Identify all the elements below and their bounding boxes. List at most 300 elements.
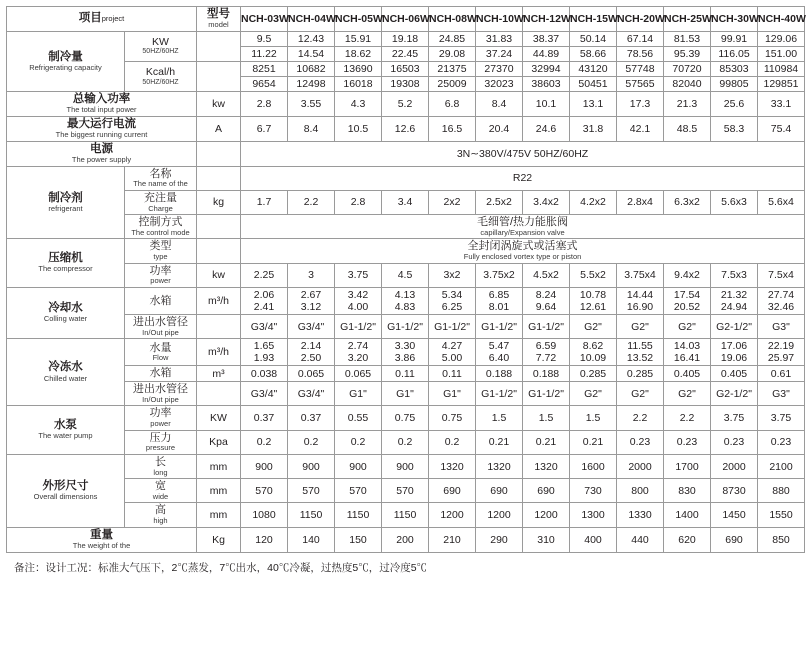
unit-kcal: Kcal/h 50HZ/60HZ bbox=[125, 61, 197, 91]
cell: 8730 bbox=[711, 479, 758, 503]
cell: 1080 bbox=[241, 503, 288, 527]
cell: 13.1 bbox=[570, 92, 617, 117]
cell: 21.3 bbox=[664, 92, 711, 117]
cell: 57748 bbox=[617, 61, 664, 76]
cell: 1150 bbox=[382, 503, 429, 527]
cell: 1600 bbox=[570, 454, 617, 478]
cell: 0.21 bbox=[476, 430, 523, 454]
cell: 151.00 bbox=[758, 46, 805, 61]
cell: 0.23 bbox=[664, 430, 711, 454]
table-row bbox=[7, 287, 805, 314]
cell: 2.2 bbox=[664, 406, 711, 430]
cell: 140 bbox=[288, 527, 335, 552]
sub-label-high: 高 high bbox=[125, 503, 197, 527]
cell: 27.74 32.46 bbox=[758, 287, 805, 314]
cell: 2.2 bbox=[288, 190, 335, 214]
cell: 81.53 bbox=[664, 31, 711, 46]
header-model-11: NCH-40W bbox=[758, 7, 805, 32]
cell: 16503 bbox=[382, 61, 429, 76]
cell: 21375 bbox=[429, 61, 476, 76]
cell: 690 bbox=[429, 479, 476, 503]
cell: 0.55 bbox=[335, 406, 382, 430]
footnote: 备注：设计工况：标准大气压下，2℃蒸发，7℃出水，40℃冷凝，过热度5℃，过冷度5℃ bbox=[14, 561, 428, 574]
cell: 2.8x4 bbox=[617, 190, 664, 214]
cell: 9.5 bbox=[241, 31, 288, 46]
unit-cooling-pipe bbox=[197, 315, 241, 339]
cell: 15.91 bbox=[335, 31, 382, 46]
cell: 1150 bbox=[335, 503, 382, 527]
cell: 9654 bbox=[241, 77, 288, 92]
cell: 29.08 bbox=[429, 46, 476, 61]
cell: 0.188 bbox=[476, 366, 523, 382]
cell: 3.75 bbox=[335, 263, 382, 287]
cell: G3/4" bbox=[288, 382, 335, 406]
cell: 11.55 13.52 bbox=[617, 339, 664, 366]
cell: 25009 bbox=[429, 77, 476, 92]
sub-label-cooling-pipe: 进出水管径 In/Out pipe bbox=[125, 315, 197, 339]
cell: 0.2 bbox=[335, 430, 382, 454]
cell: 1330 bbox=[617, 503, 664, 527]
cell: 570 bbox=[335, 479, 382, 503]
sub-label-pump-pressure: 压力 pressure bbox=[125, 430, 197, 454]
cell: 0.2 bbox=[288, 430, 335, 454]
row-label-cooling-water: 冷却水 Colling water bbox=[7, 287, 125, 338]
cell: 19308 bbox=[382, 77, 429, 92]
row-label-power-supply: 电源 The power supply bbox=[7, 141, 197, 166]
cell: G1" bbox=[382, 382, 429, 406]
cell: 13690 bbox=[335, 61, 382, 76]
cell: 20.4 bbox=[476, 116, 523, 141]
cell: 0.065 bbox=[288, 366, 335, 382]
cell: 1300 bbox=[570, 503, 617, 527]
cell: 8251 bbox=[241, 61, 288, 76]
table-row bbox=[7, 141, 805, 166]
cell: 4.27 5.00 bbox=[429, 339, 476, 366]
cell: 0.37 bbox=[288, 406, 335, 430]
cell: 7.5x3 bbox=[711, 263, 758, 287]
cell: 48.5 bbox=[664, 116, 711, 141]
cell: 3.4x2 bbox=[523, 190, 570, 214]
cell: G1-1/2" bbox=[523, 382, 570, 406]
cell: G1" bbox=[335, 382, 382, 406]
header-model-4: NCH-08W bbox=[429, 7, 476, 32]
row-label-refrigerating: 制冷量 Refrigerating capacity bbox=[7, 31, 125, 91]
unit-kw: KW 50HZ/60HZ bbox=[125, 31, 197, 61]
cell: 0.405 bbox=[664, 366, 711, 382]
cell: 2.8 bbox=[241, 92, 288, 117]
cell: 1.65 1.93 bbox=[241, 339, 288, 366]
cell: 2.25 bbox=[241, 263, 288, 287]
cell: 850 bbox=[758, 527, 805, 552]
cell: 200 bbox=[382, 527, 429, 552]
cell: 1320 bbox=[523, 454, 570, 478]
cell: 1.5 bbox=[476, 406, 523, 430]
cell: G1" bbox=[429, 382, 476, 406]
cell: 570 bbox=[288, 479, 335, 503]
cell: 18.62 bbox=[335, 46, 382, 61]
cell: 1700 bbox=[664, 454, 711, 478]
header-model-5: NCH-10W bbox=[476, 7, 523, 32]
table-row bbox=[7, 406, 805, 430]
cell: 1320 bbox=[476, 454, 523, 478]
table-row bbox=[7, 454, 805, 478]
unit-power-supply bbox=[197, 141, 241, 166]
cell: 58.3 bbox=[711, 116, 758, 141]
cell: 0.065 bbox=[335, 366, 382, 382]
cell: 50.14 bbox=[570, 31, 617, 46]
cell: G2" bbox=[664, 382, 711, 406]
table-row bbox=[7, 92, 805, 117]
unit-chilled-tank: m³ bbox=[197, 366, 241, 382]
cell: G2-1/2" bbox=[711, 382, 758, 406]
unit-pump-power: KW bbox=[197, 406, 241, 430]
cell: 3.75 bbox=[758, 406, 805, 430]
cell: 17.06 19.06 bbox=[711, 339, 758, 366]
cell: 1200 bbox=[476, 503, 523, 527]
cell: 6.59 7.72 bbox=[523, 339, 570, 366]
row-label-compressor: 压缩机 The compressor bbox=[7, 239, 125, 288]
cell: 3.4 bbox=[382, 190, 429, 214]
cell: 2000 bbox=[711, 454, 758, 478]
cell: 9.4x2 bbox=[664, 263, 711, 287]
row-label-weight: 重量 The weight of the bbox=[7, 527, 197, 552]
sub-label-compressor-power: 功率 power bbox=[125, 263, 197, 287]
cell: 14.44 16.90 bbox=[617, 287, 664, 314]
header-model-7: NCH-15W bbox=[570, 7, 617, 32]
row-label-refrigerant: 制冷剂 refrigerant bbox=[7, 166, 125, 239]
cell: 44.89 bbox=[523, 46, 570, 61]
cell: 110984 bbox=[758, 61, 805, 76]
cell: 2.74 3.20 bbox=[335, 339, 382, 366]
cell: G2" bbox=[570, 382, 617, 406]
table-row bbox=[7, 31, 805, 46]
cell-power-supply: 3N∼380V/475V 50HZ/60HZ bbox=[241, 141, 805, 166]
cell: 17.54 20.52 bbox=[664, 287, 711, 314]
cell: 42.1 bbox=[617, 116, 664, 141]
unit-chilled-flow: m³/h bbox=[197, 339, 241, 366]
cell: G1-1/2" bbox=[476, 382, 523, 406]
cell: 38.37 bbox=[523, 31, 570, 46]
cell: 0.61 bbox=[758, 366, 805, 382]
cell: 5.2 bbox=[382, 92, 429, 117]
cell: 22.19 25.97 bbox=[758, 339, 805, 366]
cell: 290 bbox=[476, 527, 523, 552]
cell: 800 bbox=[617, 479, 664, 503]
header-model-2: NCH-05W bbox=[335, 7, 382, 32]
cell: 150 bbox=[335, 527, 382, 552]
cell: 880 bbox=[758, 479, 805, 503]
cell: 27370 bbox=[476, 61, 523, 76]
cell-control-mode: 毛细管/热力能胀阀 capillary/Expansion valve bbox=[241, 215, 805, 239]
cell: 2.8 bbox=[335, 190, 382, 214]
cell: G1-1/2" bbox=[476, 315, 523, 339]
cell: 120 bbox=[241, 527, 288, 552]
cell: 24.85 bbox=[429, 31, 476, 46]
cell: 21.32 24.94 bbox=[711, 287, 758, 314]
table-row bbox=[7, 215, 805, 239]
cell: 1.5 bbox=[523, 406, 570, 430]
cell: 0.11 bbox=[429, 366, 476, 382]
cell: 4.3 bbox=[335, 92, 382, 117]
cell: 0.21 bbox=[570, 430, 617, 454]
cell: 1.5 bbox=[570, 406, 617, 430]
cell: 6.3x2 bbox=[664, 190, 711, 214]
cell: G1-1/2" bbox=[429, 315, 476, 339]
cell: 32994 bbox=[523, 61, 570, 76]
sub-label-charge: 充注量 Charge bbox=[125, 190, 197, 214]
table-row bbox=[7, 263, 805, 287]
cell: 5.6x3 bbox=[711, 190, 758, 214]
cell: 0.37 bbox=[241, 406, 288, 430]
table-row bbox=[7, 503, 805, 527]
cell: G2" bbox=[617, 315, 664, 339]
cell: 5.5x2 bbox=[570, 263, 617, 287]
table-row bbox=[7, 61, 805, 76]
cell: 8.4 bbox=[288, 116, 335, 141]
cell: 830 bbox=[664, 479, 711, 503]
cell: 6.85 8.01 bbox=[476, 287, 523, 314]
cell: G2" bbox=[570, 315, 617, 339]
cell: 16.5 bbox=[429, 116, 476, 141]
cell: 17.3 bbox=[617, 92, 664, 117]
cell: 4.13 4.83 bbox=[382, 287, 429, 314]
unit-compressor-power: kw bbox=[197, 263, 241, 287]
cell: G2-1/2" bbox=[711, 315, 758, 339]
cell: G3" bbox=[758, 315, 805, 339]
header-model-9: NCH-25W bbox=[664, 7, 711, 32]
cell: 1200 bbox=[523, 503, 570, 527]
cell: 0.23 bbox=[617, 430, 664, 454]
cell: 19.18 bbox=[382, 31, 429, 46]
unit-wide: mm bbox=[197, 479, 241, 503]
cell: 3.75x4 bbox=[617, 263, 664, 287]
header-model-6: NCH-12W bbox=[523, 7, 570, 32]
cell: 31.83 bbox=[476, 31, 523, 46]
cell: 0.75 bbox=[429, 406, 476, 430]
cell: 11.22 bbox=[241, 46, 288, 61]
cell: G2" bbox=[617, 382, 664, 406]
row-label-water-pump: 水泵 The water pump bbox=[7, 406, 125, 455]
cell: 1550 bbox=[758, 503, 805, 527]
cell: 12498 bbox=[288, 77, 335, 92]
cell: 3.75 bbox=[711, 406, 758, 430]
cell: G2" bbox=[664, 315, 711, 339]
cell: 43120 bbox=[570, 61, 617, 76]
table-row bbox=[7, 382, 805, 406]
cell: 33.1 bbox=[758, 92, 805, 117]
sub-label-cooling-flow: 水箱 bbox=[125, 287, 197, 314]
cell: 3x2 bbox=[429, 263, 476, 287]
cell: 2100 bbox=[758, 454, 805, 478]
table-row bbox=[7, 166, 805, 190]
cell: 31.8 bbox=[570, 116, 617, 141]
cell: 12.43 bbox=[288, 31, 335, 46]
cell: 38603 bbox=[523, 77, 570, 92]
unit-charge: kg bbox=[197, 190, 241, 214]
cell: G3/4" bbox=[241, 315, 288, 339]
cell: 2.06 2.41 bbox=[241, 287, 288, 314]
cell: 16018 bbox=[335, 77, 382, 92]
cell: 210 bbox=[429, 527, 476, 552]
table-row bbox=[7, 239, 805, 263]
cell: 0.11 bbox=[382, 366, 429, 382]
cell: 67.14 bbox=[617, 31, 664, 46]
cell: 25.6 bbox=[711, 92, 758, 117]
cell: 620 bbox=[664, 527, 711, 552]
header-model-8: NCH-20W bbox=[617, 7, 664, 32]
cell: 3.55 bbox=[288, 92, 335, 117]
sub-label-chilled-flow: 水量 Flow bbox=[125, 339, 197, 366]
blank-unit-kw bbox=[197, 31, 241, 61]
cell: 10.1 bbox=[523, 92, 570, 117]
cell: 5.47 6.40 bbox=[476, 339, 523, 366]
unit-running-current: A bbox=[197, 116, 241, 141]
cell: 3 bbox=[288, 263, 335, 287]
unit-control-mode bbox=[197, 215, 241, 239]
cell-refrigerant-name: R22 bbox=[241, 166, 805, 190]
cell: 95.39 bbox=[664, 46, 711, 61]
cell: 85303 bbox=[711, 61, 758, 76]
cell: 5.6x4 bbox=[758, 190, 805, 214]
header-model: 型号 model bbox=[197, 7, 241, 32]
row-label-total-input: 总输入功率 The total input power bbox=[7, 92, 197, 117]
cell: 0.2 bbox=[241, 430, 288, 454]
cell: 0.2 bbox=[382, 430, 429, 454]
cell: G1-1/2" bbox=[335, 315, 382, 339]
table-row bbox=[7, 527, 805, 552]
sub-label-long: 长 long bbox=[125, 454, 197, 478]
cell: 32023 bbox=[476, 77, 523, 92]
cell: 4.2x2 bbox=[570, 190, 617, 214]
table-row bbox=[7, 430, 805, 454]
cell: 1320 bbox=[429, 454, 476, 478]
table-row bbox=[7, 339, 805, 366]
cell: 0.285 bbox=[570, 366, 617, 382]
cell: 570 bbox=[241, 479, 288, 503]
unit-cooling-flow: m³/h bbox=[197, 287, 241, 314]
cell: 900 bbox=[241, 454, 288, 478]
cell: 6.8 bbox=[429, 92, 476, 117]
cell: 22.45 bbox=[382, 46, 429, 61]
unit-name bbox=[197, 166, 241, 190]
cell: 0.188 bbox=[523, 366, 570, 382]
cell: G3/4" bbox=[241, 382, 288, 406]
cell: 2.2 bbox=[617, 406, 664, 430]
unit-high: mm bbox=[197, 503, 241, 527]
cell: 2.5x2 bbox=[476, 190, 523, 214]
cell: 99805 bbox=[711, 77, 758, 92]
cell: 24.6 bbox=[523, 116, 570, 141]
cell: 2.67 3.12 bbox=[288, 287, 335, 314]
cell: 129851 bbox=[758, 77, 805, 92]
cell: 8.4 bbox=[476, 92, 523, 117]
cell: 0.75 bbox=[382, 406, 429, 430]
cell: 400 bbox=[570, 527, 617, 552]
cell: 570 bbox=[382, 479, 429, 503]
cell: 1.7 bbox=[241, 190, 288, 214]
table-row bbox=[7, 479, 805, 503]
cell: 57565 bbox=[617, 77, 664, 92]
cell: 2000 bbox=[617, 454, 664, 478]
blank-unit-kcal bbox=[197, 61, 241, 91]
unit-total-input: kw bbox=[197, 92, 241, 117]
cell: 4.5 bbox=[382, 263, 429, 287]
cell: 310 bbox=[523, 527, 570, 552]
specification-table bbox=[6, 6, 805, 553]
sub-label-compressor-type: 类型 type bbox=[125, 239, 197, 263]
cell: 0.285 bbox=[617, 366, 664, 382]
cell: 690 bbox=[711, 527, 758, 552]
cell: 78.56 bbox=[617, 46, 664, 61]
cell: 10.5 bbox=[335, 116, 382, 141]
table-row bbox=[7, 366, 805, 382]
row-label-chilled-water: 冷冻水 Chilled water bbox=[7, 339, 125, 406]
header-model-0: NCH-03W bbox=[241, 7, 288, 32]
sub-label-control-mode: 控制方式 The control mode bbox=[125, 215, 197, 239]
cell: 900 bbox=[335, 454, 382, 478]
unit-long: mm bbox=[197, 454, 241, 478]
cell: 129.06 bbox=[758, 31, 805, 46]
cell: 37.24 bbox=[476, 46, 523, 61]
cell: G1-1/2" bbox=[382, 315, 429, 339]
sub-label-pump-power: 功率 power bbox=[125, 406, 197, 430]
cell: 1450 bbox=[711, 503, 758, 527]
cell: 0.405 bbox=[711, 366, 758, 382]
cell: 5.34 6.25 bbox=[429, 287, 476, 314]
header-model-1: NCH-04W bbox=[288, 7, 335, 32]
sub-label-wide: 宽 wide bbox=[125, 479, 197, 503]
cell: 0.2 bbox=[429, 430, 476, 454]
cell: 7.5x4 bbox=[758, 263, 805, 287]
cell: 75.4 bbox=[758, 116, 805, 141]
cell: 10.78 12.61 bbox=[570, 287, 617, 314]
header-model-3: NCH-06W bbox=[382, 7, 429, 32]
cell: 3.30 3.86 bbox=[382, 339, 429, 366]
cell: 70720 bbox=[664, 61, 711, 76]
cell: G3/4" bbox=[288, 315, 335, 339]
cell: 1150 bbox=[288, 503, 335, 527]
cell: 3.42 4.00 bbox=[335, 287, 382, 314]
cell: 0.23 bbox=[711, 430, 758, 454]
cell: 58.66 bbox=[570, 46, 617, 61]
cell: 4.5x2 bbox=[523, 263, 570, 287]
cell: 6.7 bbox=[241, 116, 288, 141]
cell-compressor-type: 全封闭涡旋式或活塞式 Fully enclosed vortex type or piston bbox=[241, 239, 805, 263]
cell: 690 bbox=[523, 479, 570, 503]
cell: 8.62 10.09 bbox=[570, 339, 617, 366]
header-project: 项目project bbox=[7, 7, 197, 32]
unit-pump-pressure: Kpa bbox=[197, 430, 241, 454]
cell: 8.24 9.64 bbox=[523, 287, 570, 314]
cell: 99.91 bbox=[711, 31, 758, 46]
unit-chilled-pipe bbox=[197, 382, 241, 406]
unit-weight: Kg bbox=[197, 527, 241, 552]
table-row bbox=[7, 315, 805, 339]
cell: 50451 bbox=[570, 77, 617, 92]
cell: 12.6 bbox=[382, 116, 429, 141]
cell: 10682 bbox=[288, 61, 335, 76]
header-model-10: NCH-30W bbox=[711, 7, 758, 32]
cell: G3" bbox=[758, 382, 805, 406]
cell: 730 bbox=[570, 479, 617, 503]
cell: 0.038 bbox=[241, 366, 288, 382]
sub-label-chilled-tank: 水箱 bbox=[125, 366, 197, 382]
cell: 82040 bbox=[664, 77, 711, 92]
unit-compressor-type bbox=[197, 239, 241, 263]
cell: 0.23 bbox=[758, 430, 805, 454]
sub-label-name: 名称 The name of the bbox=[125, 166, 197, 190]
cell: 900 bbox=[382, 454, 429, 478]
